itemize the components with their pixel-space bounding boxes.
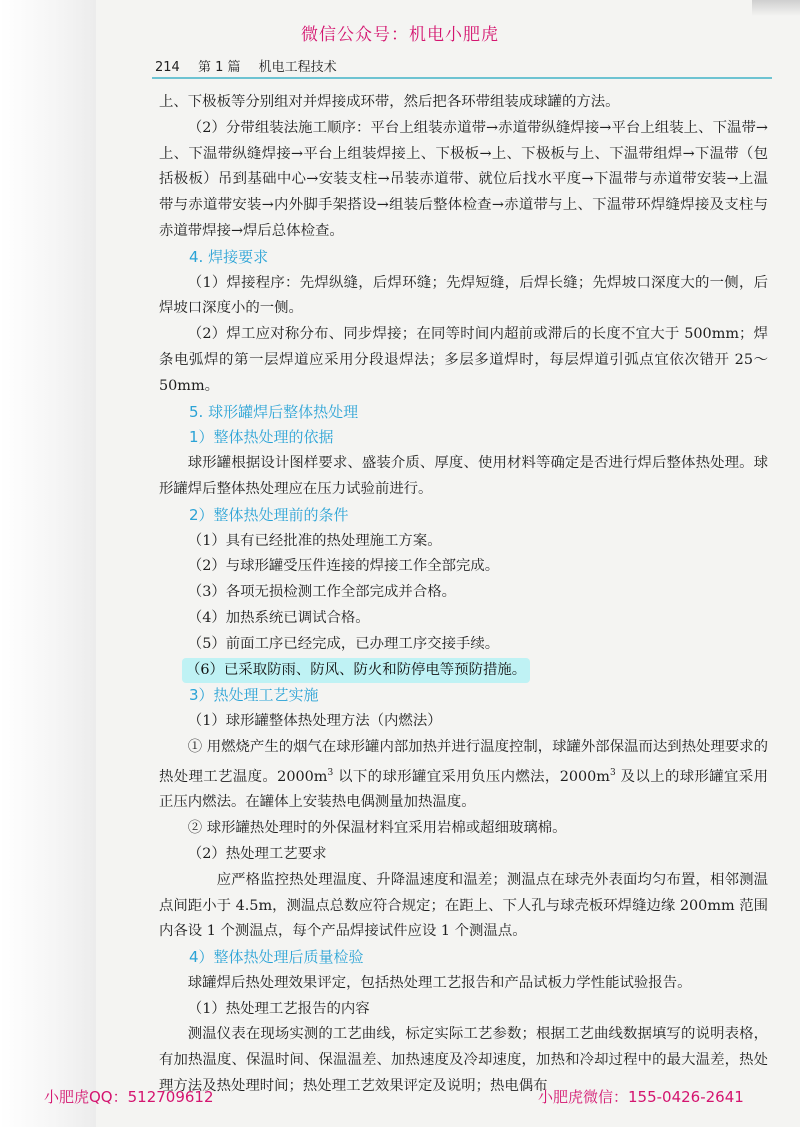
paragraph-requirements: 应严格监控热处理温度、升降温速度和温差；测温点在球壳外表面均匀布置，相邻测温点间距小于 4.5m，测温点总数应符合规定；在距上、下人孔与球壳板环焊缝边缘 200mm 范围内各设 1 个测温点，每个产品焊接试件应设 1 个测温点。	[159, 871, 768, 940]
paragraph-report: 测温仪表在现场实测的工艺曲线，标定实际工艺参数；根据工艺曲线数据填写的说明表格，有加热温度、保温时间、保温温差、加热速度及冷却速度，加热和冷却过程中的最大温差，热处理方法及热处理时间；热处理工艺效果评定及说明；热电偶布	[159, 1026, 768, 1095]
paragraph-method-1: ① 用燃烧产生的烟气在球形罐内部加热并进行温度控制，球罐外部保温而达到热处理要求的热处理工艺温度。$2000m^3$ 以下的球形罐宜采用负压内燃法，$2000m^3$ 及以上的球形罐宜采用正压内燃法。在罐体上安装热电偶测量加热温度。	[159, 738, 768, 811]
condition-item: （3）各项无损检测工作全部完成并合格。	[187, 584, 456, 601]
heading-welding-requirements: 4. 焊接要求	[189, 247, 269, 266]
condition-item-highlighted	[159, 658, 768, 684]
heading-pwht: 5. 球形罐焊后整体热处理	[189, 402, 359, 421]
paragraph-report-title: （1）热处理工艺报告的内容	[187, 1000, 370, 1017]
paragraph-method-2: ② 球形罐热处理时的外保温材料宜采用岩棉或超细玻璃棉。	[187, 820, 567, 837]
highlight-mark: （6）已采取防雨、防风、防火和防停电等预防措施。	[182, 658, 530, 684]
page-content	[159, 90, 768, 1100]
part-title: 机电工程技术	[258, 60, 337, 75]
page-corner-shade	[752, 0, 800, 16]
header-watermark: 微信公众号：机电小肥虎	[301, 25, 499, 45]
condition-item: （1）具有已经批准的热处理施工方案。	[187, 532, 442, 549]
paragraph-belt-sequence: （2）分带组装法施工顺序：平台上组装赤道带→赤道带纵缝焊接→平台上组装上、下温带→上、下温带纵缝焊接→平台上组装焊接上、下极板→上、下极板与上、下温带组焊→下温带（包括极板）吊到基础中心→安装支柱→吊装赤道带、就位后找水平度→下温带与赤道带安装→上温带与赤道带安装→内外脚手架搭设→组装后整体检查→赤道带与上、下温带环焊缝焊接及支柱与赤道带焊接→焊后总体检查。	[159, 119, 768, 239]
paragraph-pwht-basis: 球形罐根据设计图样要求、盛装介质、厚度、使用材料等确定是否进行焊后整体热处理。球形罐焊后整体热处理应在压力试验前进行。	[159, 455, 768, 497]
part-label: 第 1 篇	[197, 60, 241, 75]
heading-quality: 4）整体热处理后质量检验	[189, 948, 364, 967]
condition-item: （4）加热系统已调试合格。	[187, 609, 370, 626]
heading-process: 3）热处理工艺实施	[189, 686, 319, 705]
paragraph-welding-sequence: （1）焊接程序：先焊纵缝，后焊环缝；先焊短缝，后焊长缝；先焊坡口深度大的一侧，后焊坡口深度小的一侧。	[159, 274, 768, 317]
heading-pwht-conditions: 2）整体热处理前的条件	[189, 505, 349, 524]
paragraph-method: （1）球形罐整体热处理方法（内燃法）	[187, 713, 442, 730]
heading-pwht-basis: 1）整体热处理的依据	[189, 428, 334, 447]
footer-wechat: 小肥虎微信：155-0426-2641	[538, 1088, 744, 1106]
page-number: 214	[155, 60, 180, 75]
running-head	[155, 56, 765, 75]
paragraph-welders: （2）焊工应对称分布、同步焊接；在同等时间内超前或滞后的长度不宜大于 500mm；焊条电弧焊的第一层焊道应采用分段退焊法；多层多道焊时，每层焊道引弧点宜依次错开 25～50mm。	[159, 326, 768, 394]
paragraph-requirements-title: （2）热处理工艺要求	[187, 845, 327, 862]
paragraph-quality: 球罐焊后热处理效果评定，包括热处理工艺报告和产品试板力学性能试验报告。	[187, 974, 692, 991]
header-rule	[152, 77, 772, 79]
paragraph-continued: 上、下极板等分别组对并焊接成环带，然后把各环带组装成球罐的方法。	[159, 94, 620, 110]
page-gutter-shadow	[0, 0, 96, 1127]
footer-qq: 小肥虎QQ：512709612	[44, 1088, 214, 1106]
condition-item: （2）与球形罐受压件连接的焊接工作全部完成。	[187, 558, 500, 575]
condition-item: （5）前面工序已经完成，已办理工序交接手续。	[187, 635, 500, 652]
